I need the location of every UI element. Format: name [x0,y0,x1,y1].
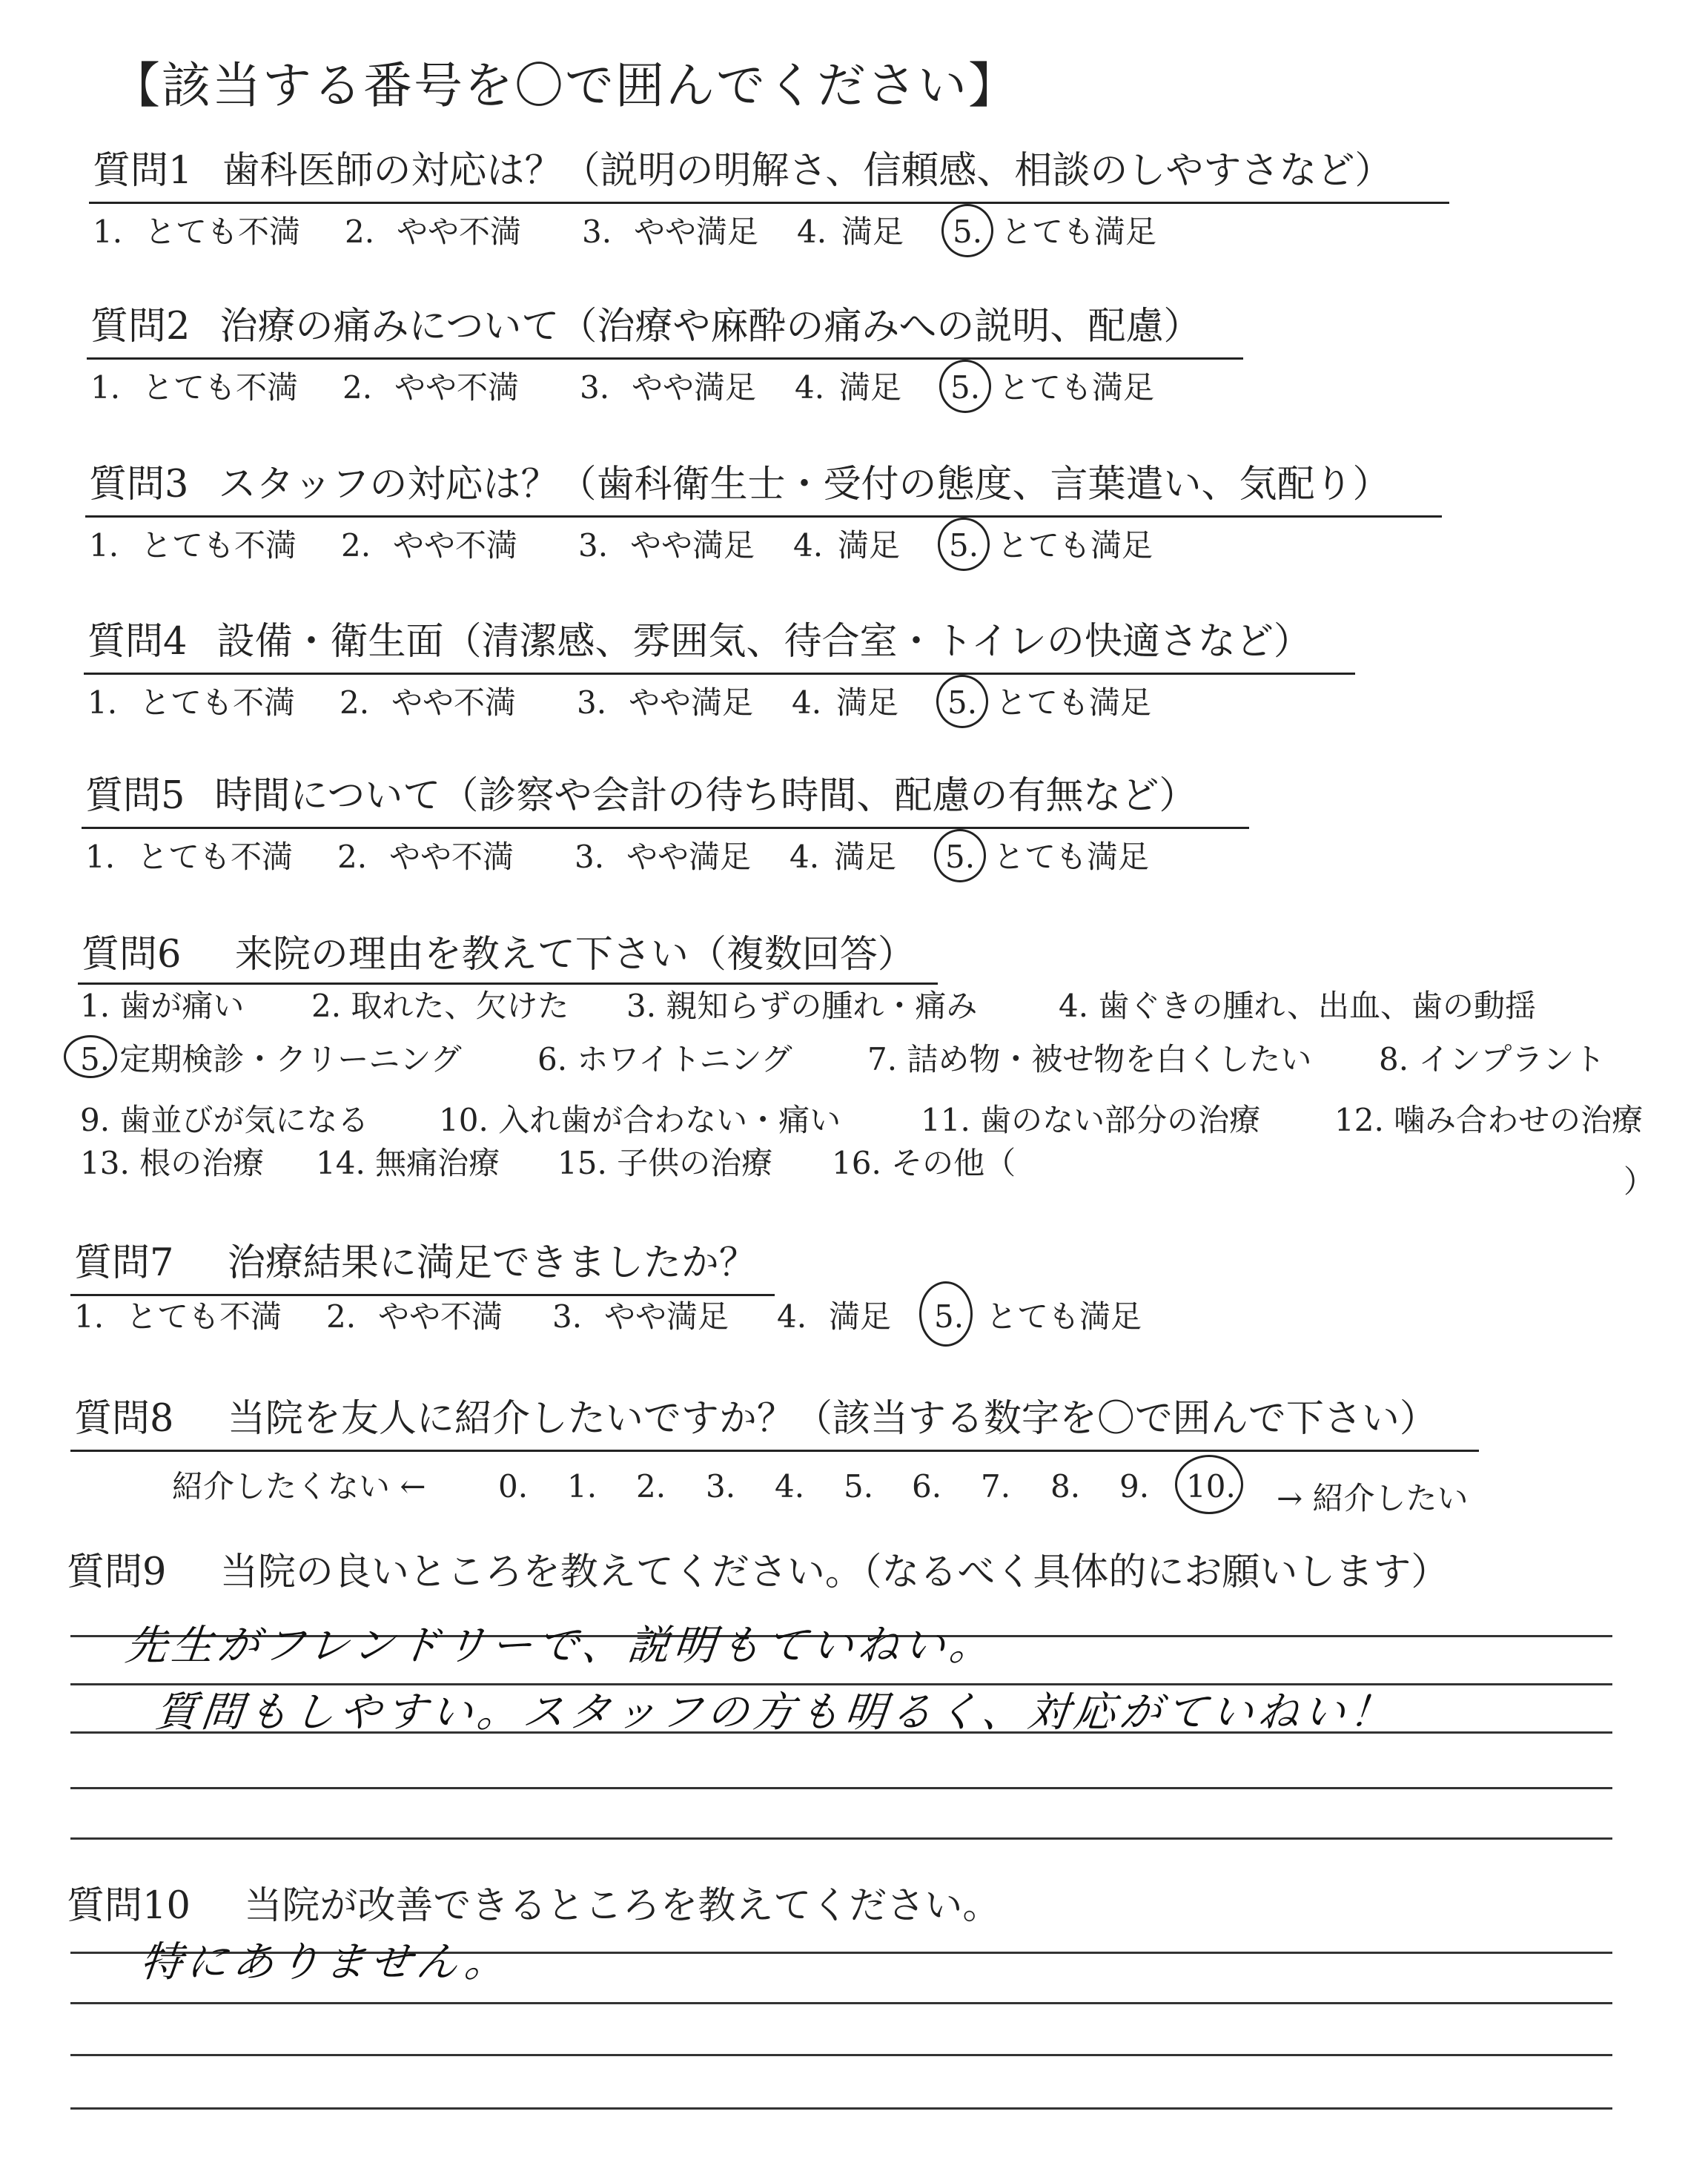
q5-option-8: 満足 [834,839,897,875]
page-title: 【該当する番号を〇で囲んでください】 [111,57,1019,114]
q6-option: 2. 取れた、欠けた [311,988,569,1024]
q9-label: 質問9 [67,1550,167,1594]
q5-text: 時間について（診察や会計の待ち時間、配慮の有無など） [214,774,1197,818]
q1-answer-circle[interactable] [941,204,993,257]
q1-option-1: 1. [93,214,123,250]
q4-option-7: 4. [792,684,822,721]
q8-left-label: 紹介したくない ← [172,1468,426,1505]
q6-option: 12. 噛み合わせの治療 [1334,1102,1644,1138]
q1-option-4: やや不満 [397,214,522,250]
q4-option-10: とても満足 [996,684,1152,721]
q2-option-5: 3. [580,369,610,406]
q8-underline [70,1450,1479,1452]
q6-option: 10. 入れ歯が合わない・痛い [439,1102,841,1138]
q2-option-6: やや満足 [632,369,757,406]
q4-option-4: やや不満 [391,684,517,721]
q6-option: 4. 歯ぐきの腫れ、出血、歯の動揺 [1059,988,1536,1024]
q5-option-1: 1. [85,839,116,875]
q9-answer-line-2: 質問もしやすい。スタッフの方も明るく、対応がていねい！ [153,1688,1398,1737]
q6-option: 9. 歯並びが気になる [80,1102,369,1138]
q3-answer-circle[interactable] [938,518,990,571]
q7-option-2: とても不満 [126,1298,282,1335]
q8-number-6: 6. [912,1468,942,1505]
q3-underline [85,515,1442,518]
q7-text: 治療結果に満足できましたか？ [227,1241,757,1285]
q2-option-1: 1. [90,369,121,406]
q6-option: 8. インプラント [1379,1041,1606,1077]
q2-option-9: 5. [950,369,981,406]
q1-option-3: 2. [345,214,375,250]
q9-rule-4 [70,1787,1612,1789]
q2-option-4: やや不満 [394,369,520,406]
q10-answer-line-1: 特にありません。 [138,1938,514,1986]
q5-option-6: やや満足 [626,839,752,875]
q1-label: 質問1 [93,149,193,193]
q3-heading [89,463,1391,506]
q4-option-1: 1. [87,684,118,721]
q7-option-9: 5. [934,1298,964,1335]
q6-option: 5. 定期検診・クリーニング [80,1041,462,1077]
q7-option-7: 4. [777,1298,807,1335]
q10-text: 当院が改善できるところを教えてください。 [244,1884,1001,1928]
q9-answer-line-1: 先生がフレンドリーで、説明もていねい。 [123,1622,999,1670]
q3-option-8: 満足 [838,527,901,564]
q10-heading [67,1884,1001,1928]
q5-option-10: とても満足 [993,839,1150,875]
q3-option-3: 2. [341,527,371,564]
q1-heading [93,149,1393,193]
q4-label: 質問4 [87,620,188,664]
q4-underline [84,673,1355,675]
q1-option-10: とても満足 [1001,214,1157,250]
q4-heading [87,620,1311,664]
q8-number-5: 5. [844,1468,874,1505]
q9-rule-5 [70,1837,1612,1840]
q8-right-label: → 紹介したい [1277,1480,1469,1516]
q8-answer-circle[interactable] [1175,1455,1243,1514]
q8-number-7: 7. [981,1468,1011,1505]
q8-text: 当院を友人に紹介したいですか？（該当する数字を〇で囲んで下さい） [227,1397,1437,1441]
q3-option-10: とても満足 [997,527,1153,564]
q5-option-5: 3. [575,839,605,875]
q1-option-7: 4. [797,214,827,250]
q6-option: 16. その他（ [832,1145,1016,1181]
q6-label: 質問6 [82,933,182,977]
q8-number-3: 3. [706,1468,736,1505]
q4-option-3: 2. [340,684,370,721]
q5-label: 質問5 [85,774,185,818]
q4-option-2: とても不満 [139,684,296,721]
q8-label: 質問8 [74,1397,174,1441]
q8-number-9: 9. [1119,1468,1150,1505]
q7-option-3: 2. [326,1298,357,1335]
q1-underline [89,202,1449,204]
q2-option-8: 満足 [839,369,902,406]
q6-option: 1. 歯が痛い [80,988,245,1024]
q7-answer-circle[interactable] [919,1281,973,1347]
q2-option-3: 2. [342,369,373,406]
q3-option-7: 4. [793,527,824,564]
q3-option-2: とても不満 [141,527,297,564]
q6-option: 11. 歯のない部分の治療 [921,1102,1261,1138]
q7-option-1: 1. [74,1298,105,1335]
q5-answer-circle[interactable] [934,829,986,882]
q7-option-8: 満足 [829,1298,892,1335]
q2-label: 質問2 [90,305,191,349]
q5-option-3: 2. [337,839,368,875]
q1-option-5: 3. [582,214,612,250]
q6-option: 3. 親知らずの腫れ・痛み [626,988,978,1024]
q10-rule-3 [70,2054,1612,2056]
q2-underline [87,357,1243,360]
q4-text: 設備・衛生面（清潔感、雰囲気、待合室・トイレの快適さなど） [216,620,1311,664]
q10-rule-2 [70,2002,1612,2004]
q4-option-5: 3. [577,684,607,721]
q2-text: 治療の痛みについて（治療や麻酔の痛みへの説明、配慮） [219,305,1202,349]
q6-option: 6. ホワイトニング [537,1041,792,1077]
q5-option-4: やや不満 [389,839,514,875]
q8-number-10: 10. [1186,1468,1236,1505]
q6-option: 15. 子供の治療 [557,1145,773,1181]
q5-option-9: 5. [945,839,976,875]
q2-answer-circle[interactable] [939,360,991,413]
q9-heading [67,1550,1449,1594]
q5-option-7: 4. [790,839,820,875]
q10-label: 質問10 [67,1884,191,1928]
q7-underline [70,1294,775,1296]
q1-option-6: やや満足 [634,214,759,250]
q4-option-6: やや満足 [629,684,754,721]
q8-number-0: 0. [498,1468,529,1505]
q5-heading [85,774,1197,818]
q7-label: 質問7 [74,1241,174,1285]
q3-text: スタッフの対応は？（歯科衛生士・受付の態度、言葉遣い、気配り） [218,463,1391,506]
q6-answer-circle[interactable] [64,1035,117,1078]
q8-heading [74,1397,1437,1441]
q2-option-10: とても満足 [999,369,1155,406]
q5-option-2: とても不満 [137,839,294,875]
q2-heading [90,305,1202,349]
q6-option: 13. 根の治療 [80,1145,265,1181]
q1-text: 歯科医師の対応は？（説明の明解さ、信頼感、相談のしやすさなど） [222,149,1393,193]
q1-option-2: とても不満 [145,214,301,250]
q7-option-5: 3. [552,1298,583,1335]
q5-underline [82,827,1249,829]
q8-number-2: 2. [636,1468,666,1505]
q6-option: 7. 詰め物・被せ物を白くしたい [867,1041,1312,1077]
q9-text: 当院の良いところを教えてください。（なるべく具体的にお願いします） [219,1550,1449,1594]
q6-other-close: ） [1623,1163,1655,1200]
q4-answer-circle[interactable] [936,675,988,728]
q4-option-8: 満足 [836,684,899,721]
q4-option-9: 5. [947,684,978,721]
q3-option-5: 3. [578,527,609,564]
q10-rule-4 [70,2107,1612,2110]
q7-option-6: やや満足 [604,1298,729,1335]
q1-option-9: 5. [953,214,983,250]
q6-underline [78,982,938,985]
q6-heading [82,933,916,977]
q8-number-8: 8. [1050,1468,1081,1505]
q8-number-4: 4. [775,1468,805,1505]
q2-option-7: 4. [795,369,825,406]
q7-option-4: やや不満 [378,1298,503,1335]
q7-heading [74,1241,757,1285]
q8-number-1: 1. [567,1468,598,1505]
q3-label: 質問3 [89,463,189,506]
q3-option-4: やや不満 [393,527,518,564]
q3-option-1: 1. [89,527,119,564]
q3-option-9: 5. [949,527,979,564]
q6-text: 来院の理由を教えて下さい（複数回答） [234,933,916,977]
q3-option-6: やや満足 [630,527,755,564]
q6-option: 14. 無痛治療 [316,1145,500,1181]
q1-option-8: 満足 [841,214,904,250]
q2-option-2: とても不満 [142,369,299,406]
q7-option-10: とても満足 [986,1298,1142,1335]
